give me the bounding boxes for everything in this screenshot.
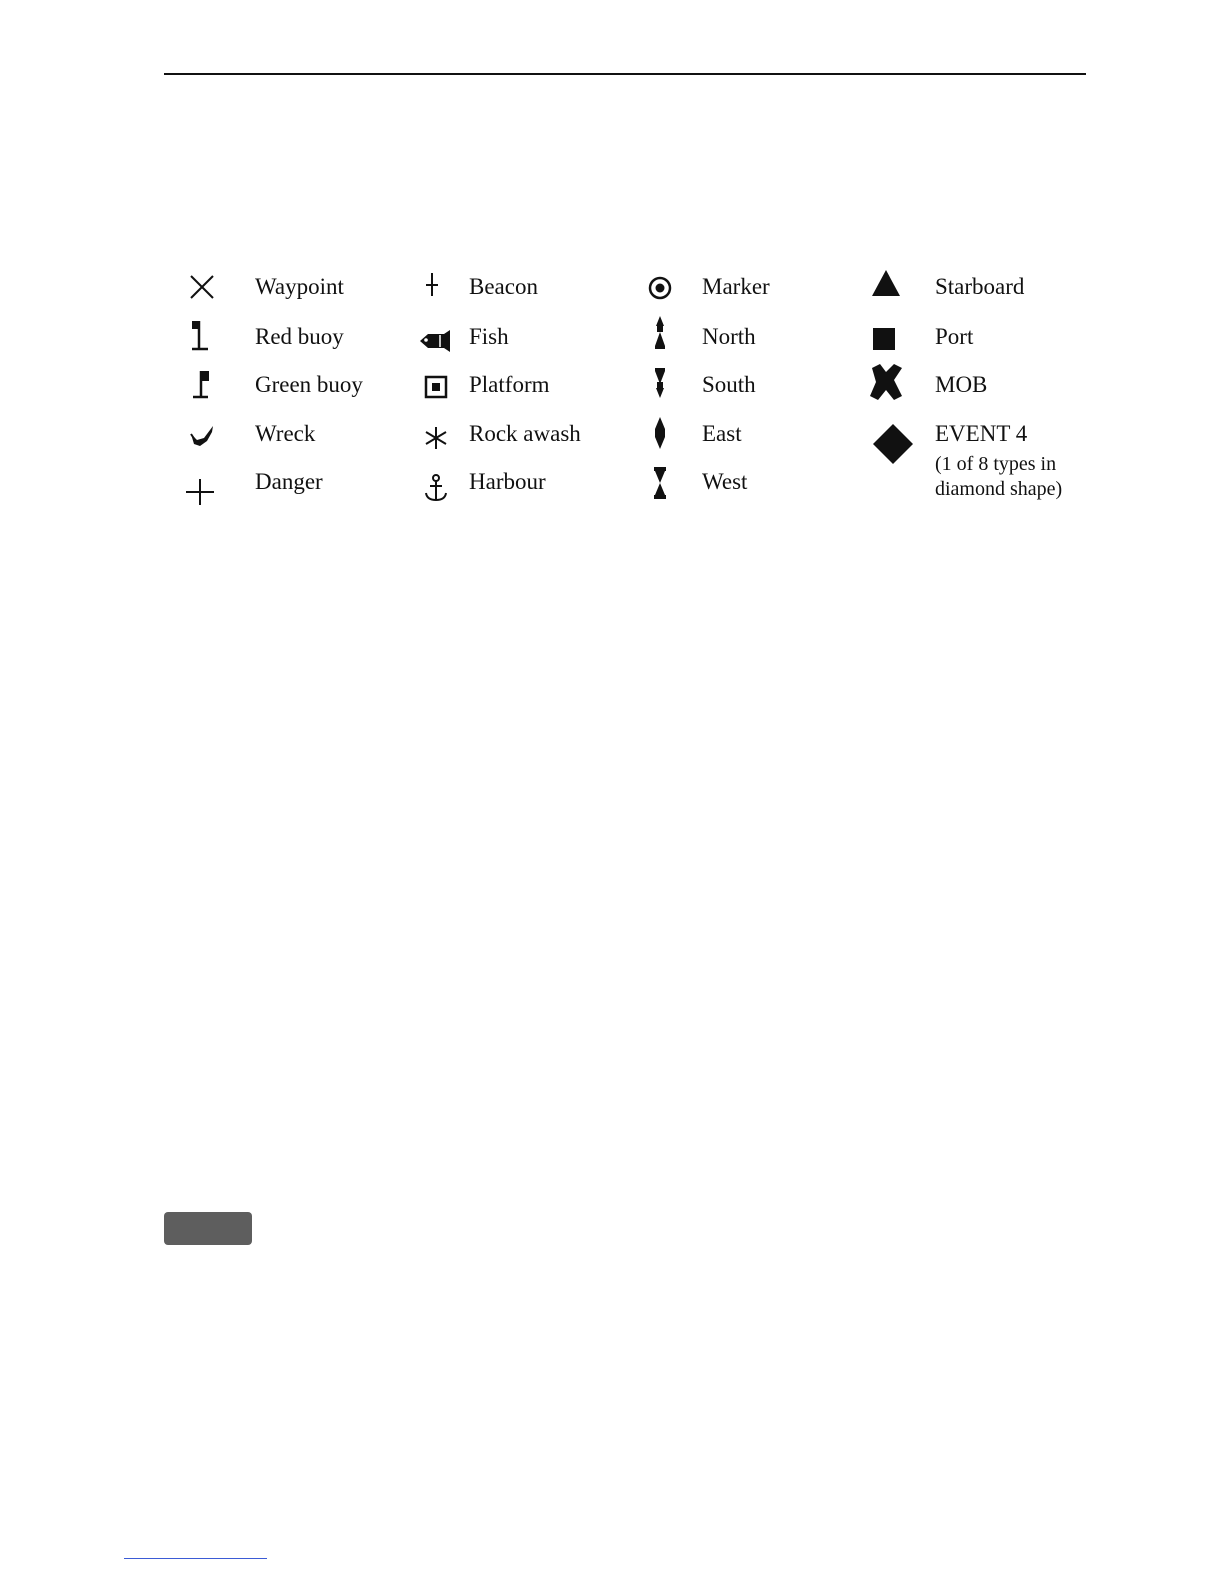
grey-note-tab — [164, 1212, 252, 1245]
legend-label-starboard: Starboard — [935, 274, 1025, 299]
legend-label-rock-awash: Rock awash — [469, 421, 581, 446]
marker-circle-icon — [638, 266, 682, 310]
legend-label-event: EVENT 4 — [935, 421, 1028, 446]
legend-label-danger: Danger — [255, 469, 323, 494]
red-buoy-flag-icon — [180, 315, 224, 359]
north-cardinal-icon — [638, 312, 682, 356]
legend-label-platform: Platform — [469, 372, 550, 397]
danger-plus-icon — [178, 470, 222, 514]
anchor-icon — [414, 467, 458, 511]
legend-label-wreck: Wreck — [255, 421, 316, 446]
legend-label-green-buoy: Green buoy — [255, 372, 363, 397]
legend-label-red-buoy: Red buoy — [255, 324, 344, 349]
legend-label-south: South — [702, 372, 756, 397]
fish-icon — [414, 319, 458, 363]
legend-label-harbour: Harbour — [469, 469, 546, 494]
legend-label-beacon: Beacon — [469, 274, 538, 299]
legend-label-north: North — [702, 324, 756, 349]
green-buoy-flag-icon — [180, 363, 224, 407]
legend-label-fish: Fish — [469, 324, 509, 349]
south-cardinal-icon — [638, 362, 682, 406]
platform-square-icon — [414, 365, 458, 409]
square-icon — [862, 317, 906, 361]
beacon-icon — [410, 263, 454, 307]
wreck-icon — [180, 412, 224, 456]
legend-label-port: Port — [935, 324, 974, 349]
legend-label-west: West — [702, 469, 748, 494]
diamond-icon — [871, 422, 915, 466]
x-cross-icon — [180, 265, 224, 309]
legend-label-east: East — [702, 421, 742, 446]
legend-label-mob: MOB — [935, 372, 988, 397]
mob-icon — [864, 360, 908, 404]
east-cardinal-icon — [638, 411, 682, 455]
footer-link-rule — [124, 1558, 267, 1559]
legend-label-marker: Marker — [702, 274, 770, 299]
legend-note-event-line2: diamond shape) — [935, 478, 1063, 500]
triangle-icon — [864, 263, 908, 307]
symbol-legend — [0, 0, 1224, 560]
legend-label-waypoint: Waypoint — [255, 274, 344, 299]
west-cardinal-icon — [638, 461, 682, 505]
legend-note-event-line1: (1 of 8 types in — [935, 453, 1057, 475]
rock-awash-asterisk-icon — [414, 416, 458, 460]
